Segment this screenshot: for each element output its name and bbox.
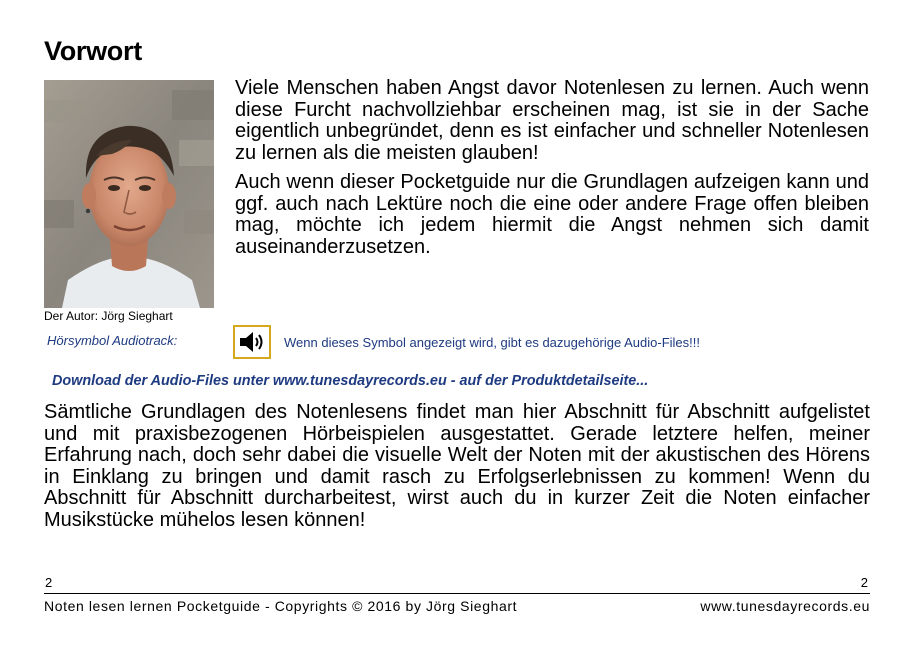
intro-text	[235, 78, 869, 266]
audio-note: Wenn dieses Symbol angezeigt wird, gibt es dazugehörige Audio-Files!!!	[284, 335, 700, 350]
page-number-left: 2	[45, 575, 53, 590]
footer	[44, 598, 870, 614]
footer-copyright: Noten lesen lernen Pocketguide - Copyrights © 2016 by Jörg Sieghart	[44, 598, 518, 614]
download-note: Download der Audio-Files unter www.tunesdayrecords.eu - auf der Produktdetailseite...	[52, 373, 649, 389]
page-title: Vorwort	[44, 36, 142, 66]
audio-label: Hörsymbol Audiotrack:	[47, 333, 178, 348]
author-photo	[44, 80, 214, 308]
intro-paragraph-1: Viele Menschen haben Angst davor Notenlesen zu lernen. Auch wenn diese Furcht nachvollziehbar erscheinen mag, ist sie in der Sache eigentlich unbegründet, denn es ist einfacher und schneller Notenlesen zu lernen als die meisten glauben!	[235, 77, 869, 164]
photo-caption: Der Autor: Jörg Sieghart	[44, 309, 173, 323]
page-number-right: 2	[860, 575, 868, 590]
body-paragraph: Sämtliche Grundlagen des Notenlesens findet man hier Abschnitt für Abschnitt aufgelistet und mit praxisbezogenen Hörbeispielen ausgestattet. Gerade letztere helfen, meiner Erfahrung nach, doch sehr dabei die visuelle Welt der Noten mit der akustischen des Hörens in Einklang zu bringen und damit rasch zu Erfolgserlebnissen zu kommen! Wenn du Abschnitt für Abschnitt durcharbeitest, wirst auch du in kurzer Zeit die Noten einfacher Musikstücke mühelos lesen können!	[44, 401, 870, 531]
footer-rule	[44, 593, 870, 594]
speaker-icon	[233, 325, 271, 359]
footer-website: www.tunesdayrecords.eu	[700, 598, 870, 614]
intro-paragraph-2: Auch wenn dieser Pocketguide nur die Grundlagen aufzeigen kann und ggf. auch nach Lektüre noch die eine oder andere Frage offen bleiben mag, möchte ich jedem hiermit die Angst nehmen sich damit auseinanderzusetzen.	[235, 171, 869, 258]
